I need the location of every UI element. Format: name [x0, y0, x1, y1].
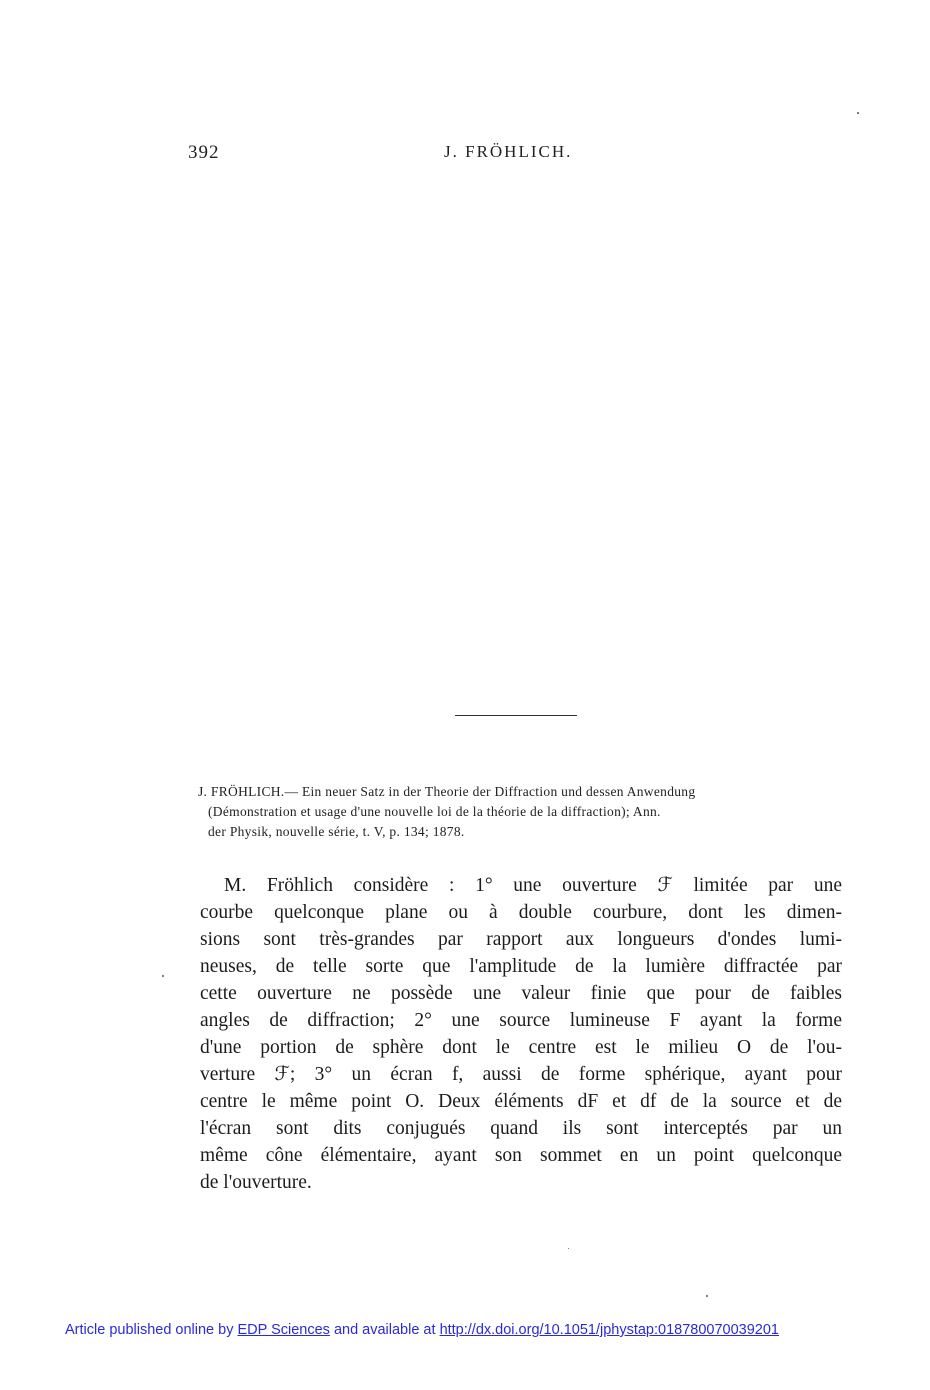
page-number: 392: [188, 142, 220, 163]
body-line-8: verture ℱ; 3° un écran f, aussi de forme sphérique, ayant pour: [200, 1064, 842, 1085]
separator-rule: [455, 715, 577, 716]
scan-speck: [162, 975, 164, 977]
body-paragraph: [200, 872, 842, 1196]
citation-line-2: (Démonstration et usage d'une nouvelle loi de la théorie de la diffraction); Ann.: [208, 804, 661, 819]
footer-prefix: Article published online by: [65, 1322, 238, 1338]
body-line-6: angles de diffraction; 2° une source lumineuse F ayant la forme: [200, 1010, 842, 1031]
scan-speck: [568, 1248, 569, 1249]
footer-middle: and available at: [329, 1322, 440, 1338]
citation-line-3: der Physik, nouvelle série, t. V, p. 134; 1878.: [208, 824, 465, 839]
citation-block: [198, 782, 840, 842]
body-line-12: de l'ouverture.: [200, 1172, 312, 1193]
body-line-9: centre le même point O. Deux éléments dF et df de la source et de: [200, 1091, 842, 1112]
scan-speck: [706, 1295, 708, 1297]
doi-link[interactable]: http://dx.doi.org/10.1051/jphystap:018780070039201: [439, 1322, 779, 1338]
body-line-5: cette ouverture ne possède une valeur finie que pour de faibles: [200, 983, 842, 1004]
citation-line-1: J. FRÖHLICH.— Ein neuer Satz in der Theorie der Diffraction und dessen Anwendung: [198, 784, 696, 799]
scan-speck: [857, 112, 859, 114]
running-head: J. FRÖHLICH.: [444, 142, 573, 161]
body-line-3: sions sont très-grandes par rapport aux longueurs d'ondes lumi-: [200, 929, 842, 950]
body-line-2: courbe quelconque plane ou à double courbure, dont les dimen-: [200, 902, 842, 923]
body-line-10: l'écran sont dits conjugués quand ils sont interceptés par un: [200, 1118, 842, 1139]
publisher-link[interactable]: EDP Sciences: [237, 1322, 330, 1338]
body-line-7: d'une portion de sphère dont le centre est le milieu O de l'ou-: [200, 1037, 842, 1058]
footer-notice: [65, 1322, 779, 1338]
body-line-1: M. Fröhlich considère : 1° une ouverture ℱ limitée par une: [224, 875, 842, 896]
body-line-4: neuses, de telle sorte que l'amplitude de la lumière diffractée par: [200, 956, 842, 977]
body-line-11: même cône élémentaire, ayant son sommet en un point quelconque: [200, 1145, 842, 1166]
